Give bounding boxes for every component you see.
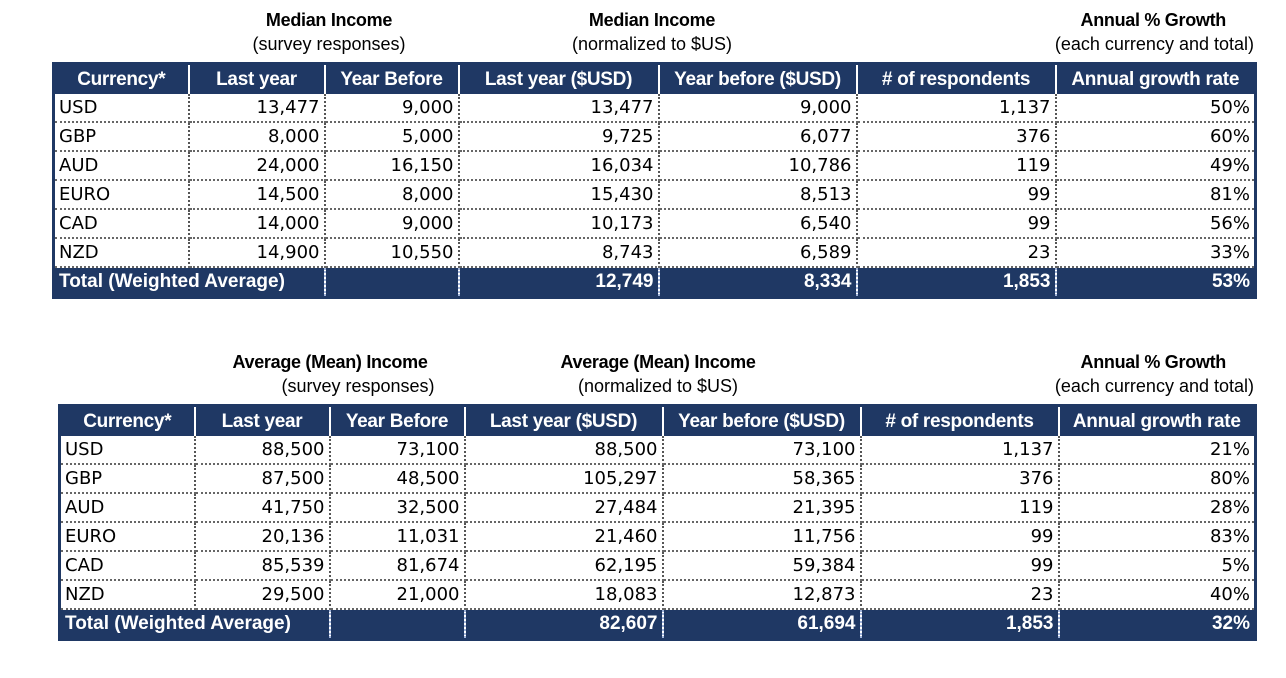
cell-respondents: 119 [857, 151, 1056, 180]
table-row [60, 436, 1256, 464]
cell-growth-rate: 81% [1056, 180, 1256, 209]
cell-last-year: 14,000 [189, 209, 325, 238]
cell-year-before: 32,500 [330, 493, 465, 522]
cell-last-year-usd: 15,430 [459, 180, 659, 209]
mean-income-section [58, 348, 1254, 641]
cell-growth-rate: 40% [1059, 580, 1256, 609]
cell-respondents: 119 [861, 493, 1059, 522]
cell-last-year: 87,500 [195, 464, 330, 493]
cell-currency: GBP [60, 464, 195, 493]
cell-year-before-usd: 8,513 [659, 180, 857, 209]
column-header-growth-rate: Annual growth rate [1056, 64, 1256, 95]
cell-year-before: 48,500 [330, 464, 465, 493]
cell-last-year: 24,000 [189, 151, 325, 180]
cell-growth-rate: 56% [1056, 209, 1256, 238]
group-title: Median Income [588, 10, 716, 30]
group-heading-survey [208, 350, 452, 398]
cell-respondents: 23 [857, 238, 1056, 267]
cell-year-before: 9,000 [325, 209, 459, 238]
group-title: Median Income [265, 10, 393, 30]
cell-last-year: 41,750 [195, 493, 330, 522]
cell-currency: AUD [54, 151, 189, 180]
total-empty-cell [330, 609, 465, 640]
cell-last-year-usd: 13,477 [459, 94, 659, 122]
cell-currency: AUD [60, 493, 195, 522]
cell-last-year: 29,500 [195, 580, 330, 609]
cell-last-year-usd: 27,484 [465, 493, 663, 522]
cell-respondents: 1,137 [861, 436, 1059, 464]
total-growth-rate: 53% [1056, 267, 1256, 298]
cell-year-before-usd: 6,589 [659, 238, 857, 267]
group-subtitle: (survey responses) [252, 34, 406, 54]
column-header-respondents: # of respondents [857, 64, 1056, 95]
cell-year-before: 21,000 [330, 580, 465, 609]
group-subtitle: (normalized to $US) [571, 34, 733, 54]
cell-year-before-usd: 73,100 [663, 436, 861, 464]
cell-year-before-usd: 21,395 [663, 493, 861, 522]
total-last-year-usd: 82,607 [465, 609, 663, 640]
table-row [54, 94, 1256, 122]
column-header-year-before-usd: Year before ($USD) [663, 406, 861, 437]
column-header-growth-rate: Annual growth rate [1059, 406, 1256, 437]
mean-income-table [58, 404, 1257, 641]
cell-last-year-usd: 9,725 [459, 122, 659, 151]
cell-growth-rate: 5% [1059, 551, 1256, 580]
column-header-last-year-usd: Last year ($USD) [465, 406, 663, 437]
mean-group-headings [58, 348, 1254, 404]
group-subtitle: (each currency and total) [1054, 376, 1254, 396]
column-header-year-before: Year Before [325, 64, 459, 95]
total-row [60, 609, 1256, 640]
column-header-currency: Currency* [54, 64, 189, 95]
group-heading-growth [994, 8, 1254, 56]
table-row [60, 551, 1256, 580]
table-row [54, 122, 1256, 151]
cell-respondents: 376 [861, 464, 1059, 493]
cell-year-before-usd: 12,873 [663, 580, 861, 609]
cell-growth-rate: 33% [1056, 238, 1256, 267]
cell-last-year: 13,477 [189, 94, 325, 122]
cell-currency: EURO [54, 180, 189, 209]
cell-respondents: 99 [861, 522, 1059, 551]
cell-currency: CAD [60, 551, 195, 580]
total-row [54, 267, 1256, 298]
table-row [60, 580, 1256, 609]
cell-year-before: 5,000 [325, 122, 459, 151]
group-title: Average (Mean) Income [560, 352, 756, 372]
cell-last-year-usd: 10,173 [459, 209, 659, 238]
total-growth-rate: 32% [1059, 609, 1256, 640]
table-header-row [54, 64, 1256, 95]
cell-year-before: 8,000 [325, 180, 459, 209]
cell-growth-rate: 50% [1056, 94, 1256, 122]
table-row [60, 522, 1256, 551]
total-label: Total (Weighted Average) [60, 609, 330, 640]
group-title: Annual % Growth [1080, 10, 1226, 30]
cell-growth-rate: 21% [1059, 436, 1256, 464]
cell-last-year-usd: 105,297 [465, 464, 663, 493]
cell-currency: USD [54, 94, 189, 122]
cell-last-year-usd: 88,500 [465, 436, 663, 464]
cell-year-before: 9,000 [325, 94, 459, 122]
cell-currency: NZD [54, 238, 189, 267]
total-label: Total (Weighted Average) [54, 267, 325, 298]
cell-currency: USD [60, 436, 195, 464]
cell-year-before-usd: 59,384 [663, 551, 861, 580]
cell-year-before-usd: 11,756 [663, 522, 861, 551]
total-year-before-usd: 61,694 [663, 609, 861, 640]
cell-respondents: 1,137 [857, 94, 1056, 122]
cell-year-before: 10,550 [325, 238, 459, 267]
cell-respondents: 23 [861, 580, 1059, 609]
column-header-last-year-usd: Last year ($USD) [459, 64, 659, 95]
column-header-currency: Currency* [60, 406, 195, 437]
column-header-year-before-usd: Year before ($USD) [659, 64, 857, 95]
column-header-last-year: Last year [195, 406, 330, 437]
column-header-respondents: # of respondents [861, 406, 1059, 437]
cell-growth-rate: 28% [1059, 493, 1256, 522]
column-header-last-year: Last year [189, 64, 325, 95]
cell-respondents: 99 [857, 180, 1056, 209]
cell-year-before-usd: 6,540 [659, 209, 857, 238]
cell-growth-rate: 83% [1059, 522, 1256, 551]
group-subtitle: (survey responses) [281, 376, 435, 396]
cell-last-year: 14,900 [189, 238, 325, 267]
group-title: Annual % Growth [1080, 352, 1226, 372]
cell-year-before-usd: 10,786 [659, 151, 857, 180]
cell-last-year: 20,136 [195, 522, 330, 551]
total-last-year-usd: 12,749 [459, 267, 659, 298]
table-row [60, 493, 1256, 522]
cell-last-year-usd: 16,034 [459, 151, 659, 180]
group-title: Average (Mean) Income [232, 352, 428, 372]
cell-currency: EURO [60, 522, 195, 551]
table-row [54, 238, 1256, 267]
cell-last-year: 14,500 [189, 180, 325, 209]
group-heading-growth [994, 350, 1254, 398]
cell-year-before: 73,100 [330, 436, 465, 464]
group-heading-normalized [540, 8, 764, 56]
cell-last-year-usd: 62,195 [465, 551, 663, 580]
cell-year-before: 16,150 [325, 151, 459, 180]
cell-year-before: 81,674 [330, 551, 465, 580]
total-respondents: 1,853 [857, 267, 1056, 298]
group-subtitle: (normalized to $US) [577, 376, 739, 396]
cell-last-year-usd: 8,743 [459, 238, 659, 267]
total-respondents: 1,853 [861, 609, 1059, 640]
cell-growth-rate: 60% [1056, 122, 1256, 151]
table-header-row [60, 406, 1256, 437]
table-row [54, 151, 1256, 180]
table-row [60, 464, 1256, 493]
cell-year-before-usd: 6,077 [659, 122, 857, 151]
cell-last-year: 8,000 [189, 122, 325, 151]
column-header-year-before: Year Before [330, 406, 465, 437]
cell-respondents: 99 [857, 209, 1056, 238]
cell-currency: GBP [54, 122, 189, 151]
table-row [54, 209, 1256, 238]
total-empty-cell [325, 267, 459, 298]
cell-year-before-usd: 58,365 [663, 464, 861, 493]
cell-currency: NZD [60, 580, 195, 609]
cell-year-before: 11,031 [330, 522, 465, 551]
cell-last-year-usd: 18,083 [465, 580, 663, 609]
cell-growth-rate: 80% [1059, 464, 1256, 493]
cell-respondents: 376 [857, 122, 1056, 151]
cell-last-year: 85,539 [195, 551, 330, 580]
cell-currency: CAD [54, 209, 189, 238]
group-heading-normalized [538, 350, 778, 398]
cell-respondents: 99 [861, 551, 1059, 580]
cell-last-year: 88,500 [195, 436, 330, 464]
total-year-before-usd: 8,334 [659, 267, 857, 298]
median-income-section [52, 6, 1254, 299]
median-income-table [52, 62, 1257, 299]
median-group-headings [52, 6, 1254, 62]
cell-last-year-usd: 21,460 [465, 522, 663, 551]
cell-year-before-usd: 9,000 [659, 94, 857, 122]
cell-growth-rate: 49% [1056, 151, 1256, 180]
group-heading-survey [222, 8, 436, 56]
table-row [54, 180, 1256, 209]
group-subtitle: (each currency and total) [1054, 34, 1254, 54]
